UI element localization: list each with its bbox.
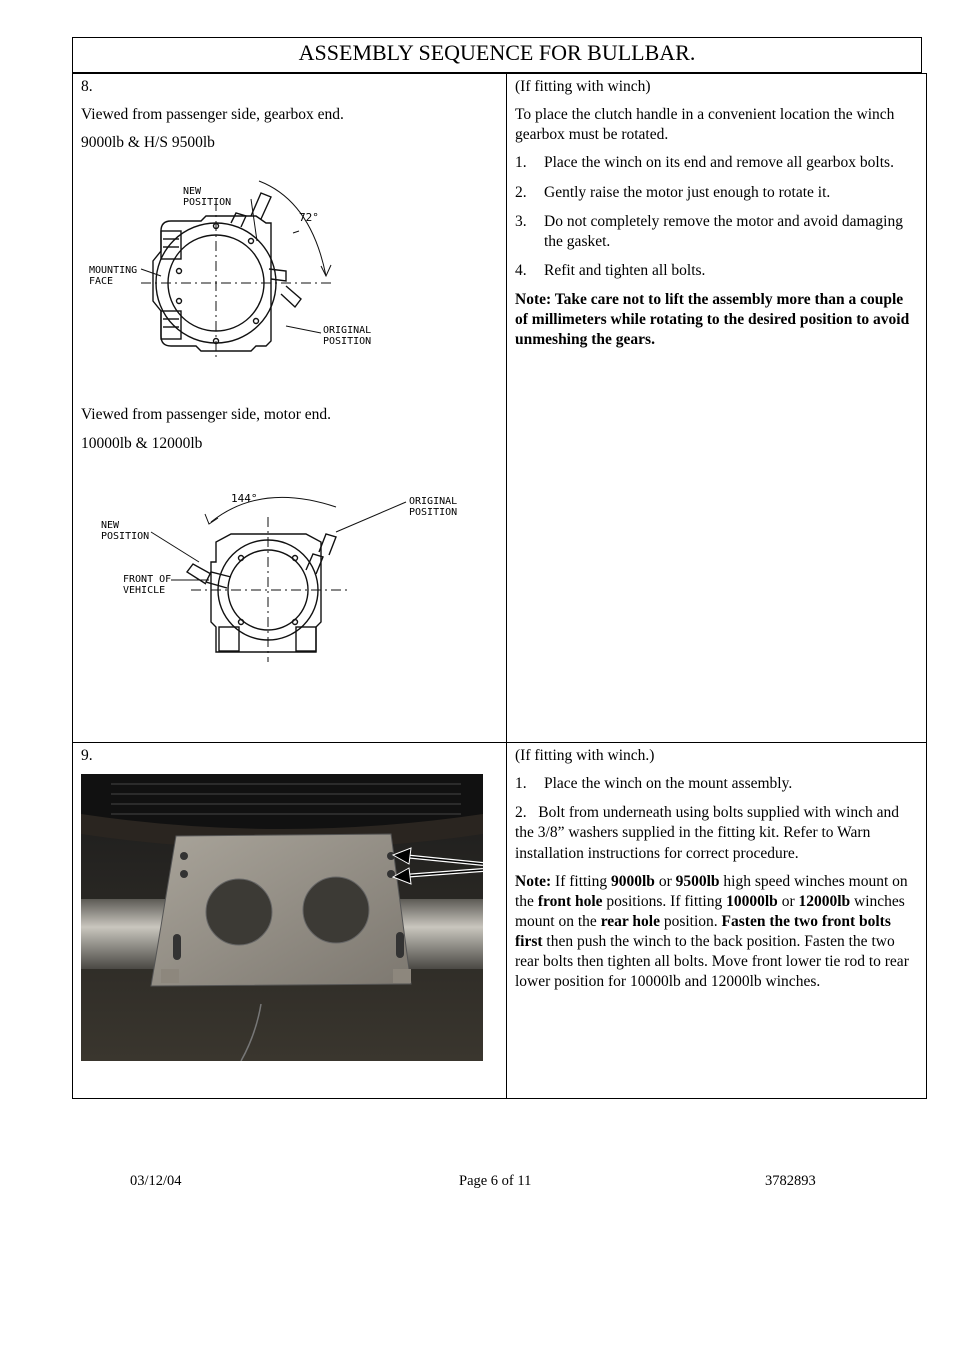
step-9-row: [73, 743, 927, 1099]
diagram1-new-label-1: NEW: [183, 186, 202, 198]
step-9-left-cell: [73, 743, 507, 1099]
note-segment: Fasten the two front bolts first: [515, 912, 891, 951]
note-segment: Note:: [515, 872, 552, 890]
note-segment: 9500lb: [675, 872, 720, 890]
diagram2-front-label-2: VEHICLE: [123, 584, 166, 596]
step-8-left-cell: [73, 74, 507, 743]
footer-document-number: 3782893: [765, 1173, 816, 1189]
winch-mount-photo: [81, 774, 483, 1061]
step9-note: [515, 872, 918, 993]
note-segment: 12000lb: [798, 892, 851, 910]
step9-header: (If fitting with winch.): [515, 747, 655, 764]
diagram1-original-label-2: POSITION: [323, 336, 372, 348]
diagram2-original-label-1: ORIGINAL: [409, 495, 458, 507]
list-item: 1. Place the winch on its end and remove all gearbox bolts.: [515, 154, 894, 172]
footer-date: 03/12/04: [130, 1173, 182, 1189]
list-item: 2. Gently raise the motor just enough to rotate it.: [515, 183, 831, 201]
footer-page-number: Page 6 of 11: [459, 1173, 532, 1189]
note-segment: rear hole: [600, 912, 660, 930]
step-number: 9.: [81, 747, 93, 764]
diagram1-mounting-label-1: MOUNTING: [89, 265, 138, 277]
note-segment: positions. If fitting: [602, 892, 727, 910]
note-segment: 9000lb: [611, 872, 655, 890]
step-8-right-cell: [507, 74, 927, 743]
step8-intro: To place the clutch handle in a convenient location the winch gearbox must be rotated.: [515, 106, 895, 144]
step8-note: Note: Take care not to lift the assembly more than a couple of millimeters while rotating to the desired position to avoid unmeshing the gears.: [515, 291, 910, 349]
page-title: ASSEMBLY SEQUENCE FOR BULLBAR.: [72, 37, 922, 73]
note-segment: 10000lb: [726, 892, 778, 910]
diagram2-new-label-2: POSITION: [101, 530, 150, 542]
gearbox-end-diagram: [81, 161, 501, 391]
note-segment: front hole: [537, 892, 603, 910]
view1-caption: Viewed from passenger side, gearbox end.: [81, 106, 344, 124]
note-segment: winches mount on the: [515, 892, 905, 930]
note-segment: position.: [659, 912, 722, 930]
note-segment: or: [654, 872, 676, 890]
view2-models: 10000lb & 12000lb: [81, 434, 203, 452]
motor-end-diagram: [81, 462, 501, 672]
note-segment: then push the winch to the back position. Fasten the two rear bolts then tighten all bolts. Move front lower tie rod to rear lower position for 10000lb and 12000lb winches.: [515, 933, 909, 991]
view2-caption: Viewed from passenger side, motor end.: [81, 406, 332, 424]
note-segment: high speed winches mount on the: [515, 872, 908, 910]
view1-models: 9000lb & H/S 9500lb: [81, 134, 215, 152]
diagram2-front-label-1: FRONT OF: [123, 573, 172, 585]
step-8-row: [73, 74, 927, 743]
note-segment: If fitting: [551, 872, 611, 890]
list-item: 4. Refit and tighten all bolts.: [515, 261, 706, 279]
diagram2-original-label-2: POSITION: [409, 506, 458, 518]
note-segment: or: [777, 892, 799, 910]
step-number: 8.: [81, 78, 93, 95]
diagram1-original-label-1: ORIGINAL: [323, 325, 372, 337]
diagram1-angle-label: 72°: [299, 211, 319, 225]
step9-instruction-2: 2. Bolt from underneath using bolts supplied with winch and the 3/8” washers supplied in the fitting kit. Refer to Warn installation instructions for correct procedure.: [515, 804, 900, 862]
step9-instructions: [515, 774, 918, 794]
list-item: 3. Do not completely remove the motor and avoid damaging the gasket.: [515, 212, 903, 250]
diagram2-angle-label: 144°: [231, 491, 258, 505]
diagram2-new-label-1: NEW: [101, 519, 120, 531]
step8-header: (If fitting with winch): [515, 78, 651, 95]
diagram1-mounting-label-2: FACE: [89, 276, 114, 288]
assembly-table: [72, 73, 927, 1099]
step8-instructions: [515, 153, 918, 281]
step-9-right-cell: [507, 743, 927, 1099]
list-item: 1. Place the winch on the mount assembly.: [515, 775, 793, 793]
diagram1-new-label-2: POSITION: [183, 197, 232, 209]
